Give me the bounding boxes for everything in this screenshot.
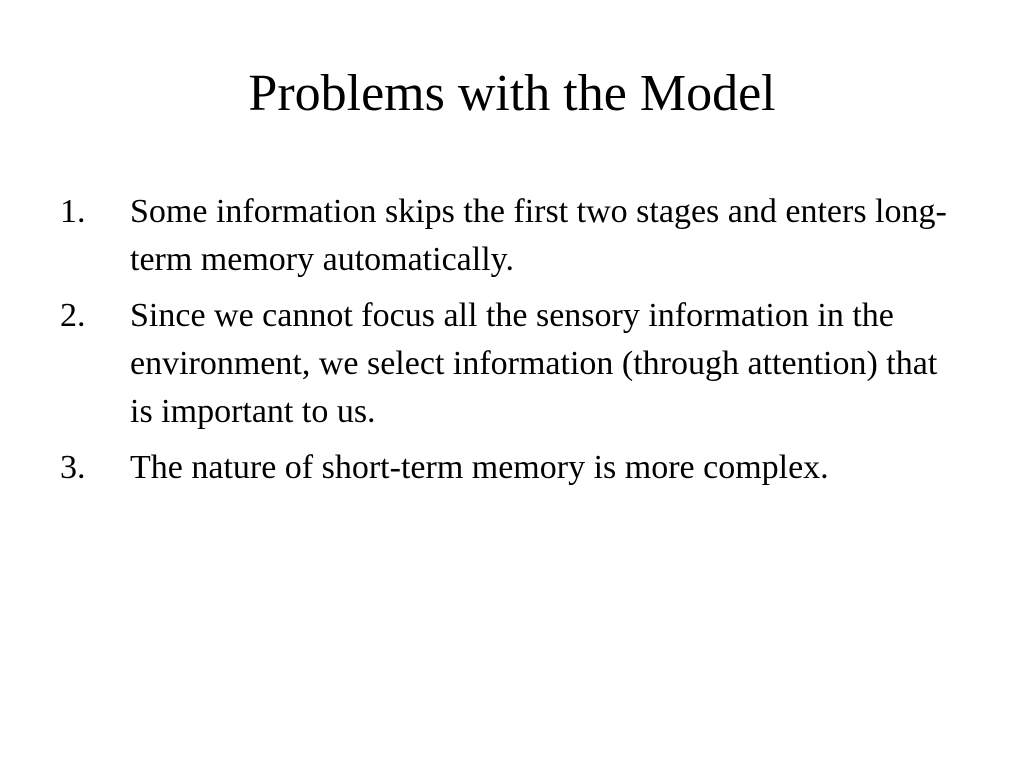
list-item: [60, 188, 960, 284]
numbered-list: [60, 188, 960, 500]
list-item-number: 2.: [60, 297, 86, 334]
list-item-text: The nature of short-term memory is more complex.: [130, 449, 829, 486]
list-item-text: Since we cannot focus all the sensory information in the environment, we select information (through attention) that is important to us.: [130, 297, 938, 430]
list-item-number: 1.: [60, 193, 86, 230]
list-item: [60, 292, 960, 436]
slide-title: Problems with the Model: [248, 65, 776, 122]
list-item-number: 3.: [60, 449, 86, 486]
list-item: [60, 444, 960, 492]
list-item-text: Some information skips the first two stages and enters long-term memory automatically.: [130, 193, 947, 278]
